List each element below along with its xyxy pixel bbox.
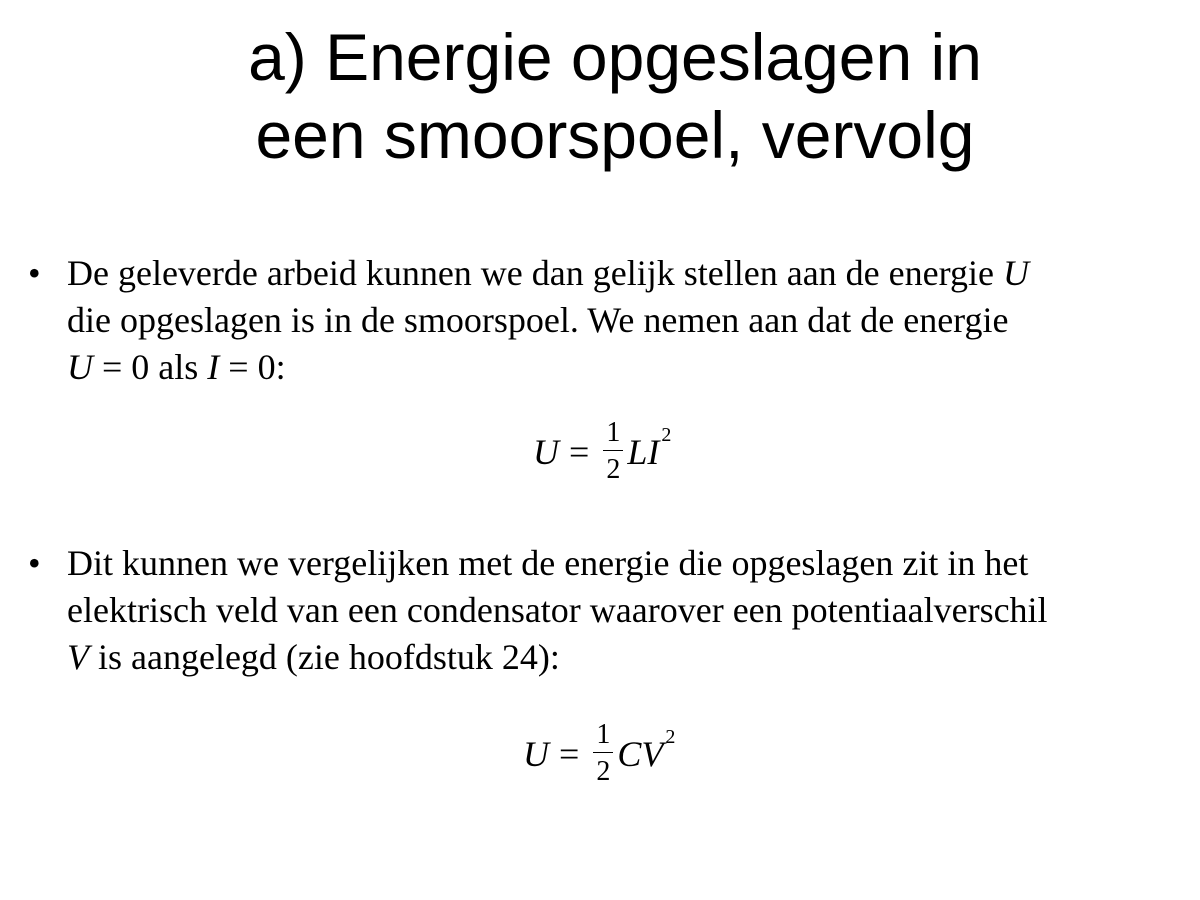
formula-2-fraction — [593, 720, 613, 787]
formula-1-fraction — [603, 418, 623, 485]
formula-1-denominator: 2 — [606, 454, 621, 485]
formula-2-numerator: 1 — [593, 720, 613, 753]
formula-1-rhs: LI — [627, 431, 660, 472]
formula-1-numerator: 1 — [603, 418, 623, 451]
bullet-1-line-3-eq1: = 0 als — [93, 347, 208, 387]
bullet-2-text — [67, 540, 1187, 681]
bullet-1-line-3-eq2: = 0: — [219, 347, 286, 387]
bullet-2-line-2: elektrisch veld van een condensator waarover een potentiaalverschil — [67, 590, 1048, 630]
variable-I: I — [207, 347, 220, 387]
formula-inductor-energy — [533, 418, 671, 485]
variable-U: U — [1002, 253, 1029, 293]
formula-2-denominator: 2 — [596, 756, 611, 787]
bullet-1-line-2: die opgeslagen is in de smoorspoel. We nemen aan dat de energie — [67, 300, 1009, 340]
bullet-marker-1: • — [28, 253, 41, 293]
bullet-1-line-1-text: De geleverde arbeid kunnen we dan gelijk stellen aan de energie — [67, 253, 1003, 293]
slide-title-line-2: een smoorspoel, vervolg — [255, 98, 975, 172]
formula-1-exponent: 2 — [661, 424, 672, 446]
bullet-2-line-1: Dit kunnen we vergelijken met de energie die opgeslagen zit in het — [67, 543, 1029, 583]
formula-1-equals: = — [569, 431, 590, 472]
variable-U: U — [67, 347, 93, 387]
bullet-2-line-3-text: is aangelegd (zie hoofdstuk 24): — [89, 637, 560, 677]
bullet-1-line-1 — [67, 250, 1187, 297]
bullet-1-line-3 — [67, 344, 1187, 391]
formula-2-equals: = — [559, 733, 580, 774]
slide-title-line-1: a) Energie opgeslagen in — [248, 20, 982, 94]
formula-2-exponent: 2 — [665, 726, 676, 748]
bullet-marker-2: • — [28, 543, 41, 583]
formula-2-rhs: CV — [617, 733, 664, 774]
formula-capacitor-energy — [523, 720, 675, 787]
slide-title — [0, 18, 1200, 174]
bullet-1-text — [67, 250, 1187, 391]
bullet-2-line-3 — [67, 634, 1187, 681]
formula-1-lhs: U — [533, 431, 559, 472]
variable-V: V — [67, 637, 89, 677]
formula-2-lhs: U — [523, 733, 549, 774]
